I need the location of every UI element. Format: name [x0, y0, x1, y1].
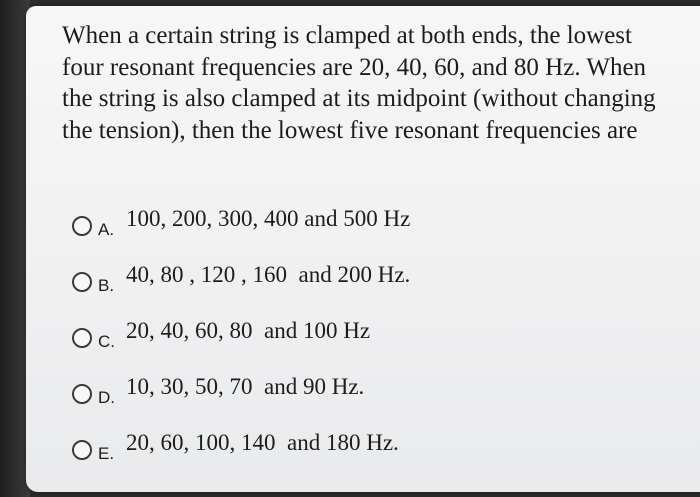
option-text: 40, 80 , 120 , 160 and 200 Hz.	[126, 262, 411, 287]
option-c[interactable]	[72, 318, 632, 362]
radio-circle-icon[interactable]	[72, 384, 92, 404]
option-text: 100, 200, 300, 400 and 500 Hz	[126, 206, 411, 231]
option-e[interactable]	[72, 430, 632, 474]
option-b[interactable]	[72, 262, 632, 306]
option-letter: C.	[98, 332, 115, 351]
option-letter: A.	[98, 220, 115, 239]
radio-circle-icon[interactable]	[72, 272, 92, 292]
radio-circle-icon[interactable]	[72, 328, 92, 348]
option-letter: B.	[98, 276, 115, 295]
option-letter: D.	[98, 388, 115, 407]
option-a[interactable]	[72, 206, 632, 250]
radio-circle-icon[interactable]	[72, 216, 92, 236]
option-text: 10, 30, 50, 70 and 90 Hz.	[126, 374, 365, 399]
radio-circle-icon[interactable]	[72, 440, 92, 460]
question-text: When a certain string is clamped at both ends, the lowest four resonant frequencies are 20, 40, 60, and 80 Hz. When the string is also clamped at its midpoint (without changing the tension), then the lowest five resonant frequencies are	[62, 22, 656, 144]
option-d[interactable]	[72, 374, 632, 418]
option-text: 20, 40, 60, 80 and 100 Hz	[126, 318, 371, 343]
option-letter: E.	[98, 444, 115, 463]
option-text: 20, 60, 100, 140 and 180 Hz.	[126, 430, 399, 455]
